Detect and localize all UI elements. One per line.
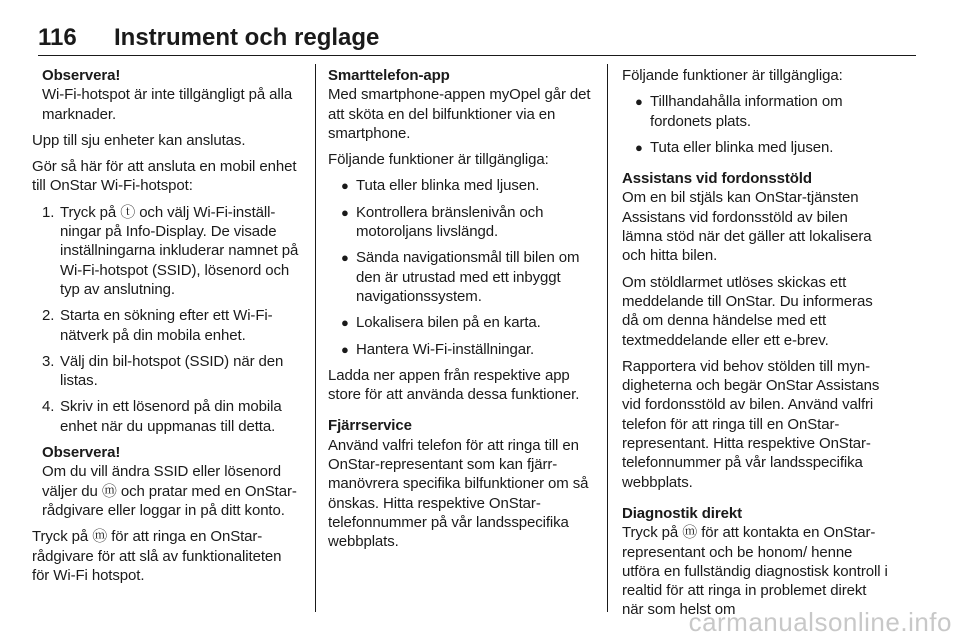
app-functions-list [328,176,594,358]
list-item [328,313,594,332]
step-text: Starta en sökning efter ett Wi-Fi-nätverk på din mobila enhet. [60,307,273,344]
column-1 [32,66,302,592]
column-divider-1 [315,64,316,612]
note-wifi-availability [32,66,302,124]
bullet-icon: ● [635,139,643,155]
paragraph-disable-hotspot: Tryck på ⓜ för att ringa en OnStar-rådgivare för att slå av funktionaliteten för Wi-Fi hotspot. [32,528,282,584]
bullet-text: Hantera Wi-Fi-inställningar. [356,340,535,358]
list-item [32,352,302,391]
bullet-text: Tuta eller blinka med ljusen. [356,177,540,195]
paragraph-functions-intro: Följande funktioner är tillgängliga: [328,151,549,169]
column-divider-2 [607,64,608,612]
section-heading-diagnostics: Diagnostik direkt [622,504,742,522]
column-3 [622,66,888,627]
section-heading-remote-service: Fjärrservice [328,417,412,435]
bullet-text: Tuta eller blinka med ljusen. [650,138,834,156]
paragraph-diagnostics: Tryck på ⓜ för att kontakta en OnStar-representant och be honom/ henne utföra en fullständig diagnostisk kontroll i realtid för att ringa in problemet direkt när som helst om [622,524,888,619]
list-item [32,397,302,436]
column-2 [328,66,594,559]
list-item [328,176,594,195]
list-item [622,92,888,131]
header-rule [38,55,916,56]
note-title: Observera! [42,67,121,84]
paragraph-connect-intro: Gör så här för att ansluta en mobil enhet till OnStar Wi-Fi-hotspot: [32,158,297,195]
paragraph-theft-alarm: Om stöldlarmet utlöses skickas ett meddelande till OnStar. Du informeras då om denna händelse med ett textmeddelande eller ett e-brev. [622,273,873,349]
paragraph-devices: Upp till sju enheter kan anslutas. [32,131,246,149]
step-number: 2. [42,307,55,325]
step-text: Tryck på ⓣ och välj Wi-Fi-inställningar på Info-Display. De visade inställningarna inkluderar namnet på Wi-Fi-hotspot (SSID), lösenord och typ av anslutning. [60,203,299,298]
step-text: Välj din bil-hotspot (SSID) när den listas. [60,352,284,390]
list-item [328,248,594,306]
bullet-text: Sända navigationsmål till bilen om den är utrustad med ett inbyggt navigationssystem. [356,249,580,305]
page-title: Instrument och reglage [114,24,380,51]
list-item [622,138,888,157]
note-text: Om du vill ändra SSID eller lösenord väljer du ⓜ och pratar med en OnStar-rådgivare eller loggar in på ditt konto. [42,463,297,519]
step-number: 1. [42,203,55,221]
note-text: Wi-Fi-hotspot är inte tillgängligt på alla marknader. [42,86,293,123]
list-item [328,203,594,242]
remote-functions-list [622,92,888,157]
paragraph-functions-intro: Följande funktioner är tillgängliga: [622,67,843,84]
bullet-icon: ● [341,315,349,331]
paragraph-download-app: Ladda ner appen från respektive app store för att använda dessa funktioner. [328,366,580,404]
watermark: carmanualsonline.info [688,607,952,637]
bullet-icon: ● [341,178,349,194]
note-change-ssid [32,443,302,520]
section-heading-smartphone-app: Smarttelefon-app [328,67,450,84]
paragraph-remote-service: Använd valfri telefon för att ringa till en OnStar-representant som kan fjärrmanövrera specifika bilfunktioner om så önskas. Hitta respektive OnStar-telefonnummer på vår landsspecifika webbplats. [328,436,589,551]
list-item [328,340,594,359]
connect-steps-list [32,203,302,436]
bullet-text: Lokalisera bilen på en karta. [356,314,541,332]
bullet-text: Tillhandahålla information om fordonets plats. [650,93,843,130]
list-item [32,203,302,299]
paragraph-report-theft: Rapportera vid behov stölden till myndigheterna och begär OnStar Assistans vid fordonsstöld av bilen. Använd valfri telefon för att ringa till en OnStar-representant. Hitta respektive OnStar-telefonnummer på vår landsspecifika webbplats. [622,357,880,491]
bullet-icon: ● [341,204,349,220]
list-item [32,306,302,345]
page-number: 116 [38,24,77,51]
bullet-icon: ● [341,250,349,266]
section-heading-theft-assistance: Assistans vid fordonsstöld [622,170,812,188]
step-text: Skriv in ett lösenord på din mobila enhet när du uppmanas till detta. [60,398,282,435]
note-title: Observera! [42,444,121,462]
page-header [38,24,916,52]
paragraph-theft-intro: Om en bil stjäls kan OnStar-tjänsten Assistans vid fordonsstöld av bilen lämna stöd när det gäller att lokalisera och hitta bilen. [622,189,872,265]
bullet-icon: ● [341,341,349,357]
paragraph-app-intro: Med smartphone-appen myOpel går det att sköta en del bilfunktioner via en smartphone. [328,86,591,142]
step-number: 3. [42,352,55,370]
bullet-icon: ● [635,94,643,110]
bullet-text: Kontrollera bränslenivån och motoroljans livslängd. [356,203,544,241]
step-number: 4. [42,398,55,416]
